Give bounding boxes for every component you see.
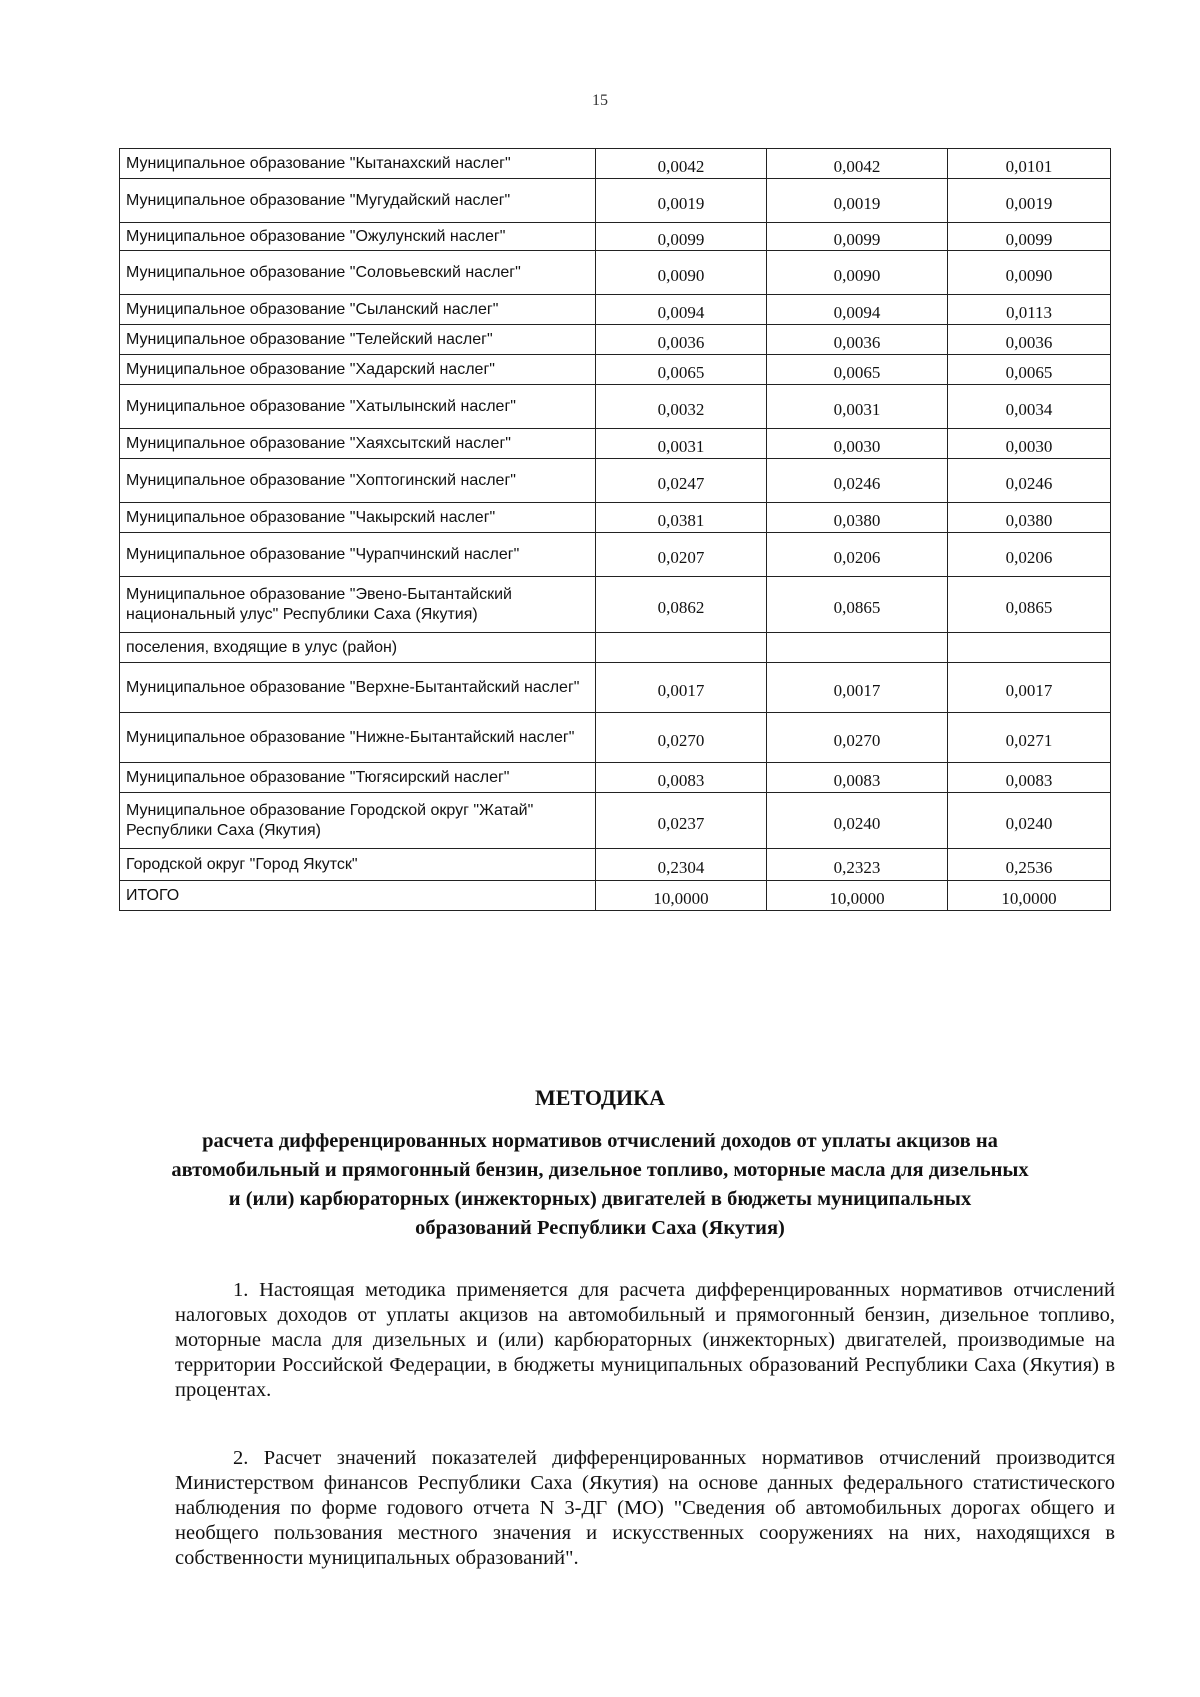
municipality-name-cell: Муниципальное образование "Телейский наслег" — [120, 325, 596, 355]
value-col2-cell: 0,0083 — [767, 763, 948, 793]
value-col2-cell: 0,0206 — [767, 533, 948, 577]
value-col3-cell: 0,2536 — [948, 849, 1111, 881]
municipality-name-cell: Муниципальное образование "Хоптогинский наслег" — [120, 459, 596, 503]
value-col2-cell: 0,0246 — [767, 459, 948, 503]
municipality-name-cell: Муниципальное образование "Чакырский наслег" — [120, 503, 596, 533]
municipality-name-cell: поселения, входящие в улус (район) — [120, 633, 596, 663]
value-col3-cell: 10,0000 — [948, 881, 1111, 911]
table-row — [120, 503, 1111, 533]
value-col3-cell: 0,0271 — [948, 713, 1111, 763]
value-col1-cell: 0,0031 — [596, 429, 767, 459]
value-col3-cell: 0,0083 — [948, 763, 1111, 793]
table-row — [120, 223, 1111, 251]
value-col2-cell: 0,0865 — [767, 577, 948, 633]
table-row — [120, 149, 1111, 179]
value-col1-cell: 0,0247 — [596, 459, 767, 503]
table-body — [120, 149, 1111, 911]
table-row — [120, 325, 1111, 355]
value-col3-cell: 0,0019 — [948, 179, 1111, 223]
value-col1-cell: 0,0237 — [596, 793, 767, 849]
value-col2-cell: 0,0042 — [767, 149, 948, 179]
table-row — [120, 763, 1111, 793]
value-col3-cell: 0,0206 — [948, 533, 1111, 577]
value-col3-cell: 0,0865 — [948, 577, 1111, 633]
value-col2-cell: 0,0240 — [767, 793, 948, 849]
table-row — [120, 179, 1111, 223]
value-col2-cell: 0,0030 — [767, 429, 948, 459]
municipality-name-cell: Муниципальное образование "Кытанахский наслег" — [120, 149, 596, 179]
value-col1-cell: 0,0270 — [596, 713, 767, 763]
table-row — [120, 355, 1111, 385]
value-col3-cell: 0,0034 — [948, 385, 1111, 429]
value-col1-cell: 0,0090 — [596, 251, 767, 295]
municipality-name-cell: Муниципальное образование "Ожулунский наслег" — [120, 223, 596, 251]
value-col1-cell: 0,0207 — [596, 533, 767, 577]
value-col3-cell: 0,0017 — [948, 663, 1111, 713]
methodology-subtitle: расчета дифференцированных нормативов отчислений доходов от уплаты акцизов на автомобильный и прямогонный бензин, дизельное топливо, моторные масла для дизельных и (или) карбюраторных (инжекторных) двигателей в бюджеты муниципальных образований Республики Саха (Якутия) — [171, 1130, 1029, 1239]
value-col1-cell: 0,0019 — [596, 179, 767, 223]
municipality-name-cell: Муниципальное образование "Тюгясирский наслег" — [120, 763, 596, 793]
table-row — [120, 713, 1111, 763]
value-col3-cell: 0,0246 — [948, 459, 1111, 503]
table-row — [120, 849, 1111, 881]
municipality-name-cell: Муниципальное образование "Верхне-Бытантайский наслег" — [120, 663, 596, 713]
value-col2-cell — [767, 633, 948, 663]
table-row — [120, 533, 1111, 577]
table-row — [120, 459, 1111, 503]
value-col1-cell — [596, 633, 767, 663]
table-row — [120, 429, 1111, 459]
value-col2-cell: 0,0099 — [767, 223, 948, 251]
value-col2-cell: 0,0017 — [767, 663, 948, 713]
value-col2-cell: 10,0000 — [767, 881, 948, 911]
value-col2-cell: 0,0380 — [767, 503, 948, 533]
value-col3-cell: 0,0113 — [948, 295, 1111, 325]
table-row — [120, 793, 1111, 849]
value-col2-cell: 0,0094 — [767, 295, 948, 325]
table-row — [120, 295, 1111, 325]
value-col1-cell: 0,0017 — [596, 663, 767, 713]
value-col3-cell: 0,0380 — [948, 503, 1111, 533]
value-col3-cell: 0,0036 — [948, 325, 1111, 355]
municipality-name-cell: Муниципальное образование "Хадарский наслег" — [120, 355, 596, 385]
value-col2-cell: 0,0019 — [767, 179, 948, 223]
value-col3-cell: 0,0090 — [948, 251, 1111, 295]
municipality-name-cell: Муниципальное образование "Хатылынский наслег" — [120, 385, 596, 429]
value-col1-cell: 0,0042 — [596, 149, 767, 179]
municipality-name-cell: ИТОГО — [120, 881, 596, 911]
value-col3-cell — [948, 633, 1111, 663]
methodology-title: МЕТОДИКА — [535, 1085, 665, 1110]
page-number: 15 — [592, 92, 608, 109]
paragraph-2: 2. Расчет значений показателей дифференцированных нормативов отчислений производится Министерством финансов Республики Саха (Якутия) на основе данных федерального статистического наблюдения по форме годового отчета N 3-ДГ (МО) "Сведения об автомобильных дорогах общего и необщего пользования местного значения и искусственных сооружениях на них, находящихся в собственности муниципальных образований". — [175, 1447, 1115, 1569]
value-col3-cell: 0,0099 — [948, 223, 1111, 251]
value-col2-cell: 0,0036 — [767, 325, 948, 355]
value-col1-cell: 0,0065 — [596, 355, 767, 385]
value-col1-cell: 10,0000 — [596, 881, 767, 911]
value-col2-cell: 0,2323 — [767, 849, 948, 881]
municipality-name-cell: Муниципальное образование Городской округ "Жатай" Республики Саха (Якутия) — [120, 793, 596, 849]
value-col2-cell: 0,0270 — [767, 713, 948, 763]
allocation-table — [119, 148, 1111, 911]
table-row — [120, 385, 1111, 429]
value-col2-cell: 0,0065 — [767, 355, 948, 385]
value-col1-cell: 0,0036 — [596, 325, 767, 355]
municipality-name-cell: Муниципальное образование "Эвено-Бытантайский национальный улус" Республики Саха (Якутия) — [120, 577, 596, 633]
value-col1-cell: 0,0099 — [596, 223, 767, 251]
value-col1-cell: 0,0862 — [596, 577, 767, 633]
value-col1-cell: 0,0094 — [596, 295, 767, 325]
municipality-name-cell: Муниципальное образование "Сыланский наслег" — [120, 295, 596, 325]
table-row — [120, 633, 1111, 663]
value-col1-cell: 0,2304 — [596, 849, 767, 881]
value-col3-cell: 0,0065 — [948, 355, 1111, 385]
table-row — [120, 577, 1111, 633]
table-row — [120, 251, 1111, 295]
value-col2-cell: 0,0031 — [767, 385, 948, 429]
value-col1-cell: 0,0032 — [596, 385, 767, 429]
paragraph-1: 1. Настоящая методика применяется для расчета дифференцированных нормативов отчислений налоговых доходов от уплаты акцизов на автомобильный и прямогонный бензин, дизельное топливо, моторные масла для дизельных и (или) карбюраторных (инжекторных) двигателей, производимые на территории Российской Федерации, в бюджеты муниципальных образований Республики Саха (Якутия) в процентах. — [175, 1279, 1115, 1401]
value-col3-cell: 0,0101 — [948, 149, 1111, 179]
table-row — [120, 663, 1111, 713]
municipality-name-cell: Муниципальное образование "Соловьевский наслег" — [120, 251, 596, 295]
value-col2-cell: 0,0090 — [767, 251, 948, 295]
table-row — [120, 881, 1111, 911]
municipality-name-cell: Муниципальное образование "Нижне-Бытантайский наслег" — [120, 713, 596, 763]
municipality-name-cell: Муниципальное образование "Хаяхсытский наслег" — [120, 429, 596, 459]
value-col1-cell: 0,0381 — [596, 503, 767, 533]
value-col1-cell: 0,0083 — [596, 763, 767, 793]
value-col3-cell: 0,0240 — [948, 793, 1111, 849]
municipality-name-cell: Муниципальное образование "Мугудайский наслег" — [120, 179, 596, 223]
municipality-name-cell: Городской округ "Город Якутск" — [120, 849, 596, 881]
municipality-name-cell: Муниципальное образование "Чурапчинский наслег" — [120, 533, 596, 577]
value-col3-cell: 0,0030 — [948, 429, 1111, 459]
